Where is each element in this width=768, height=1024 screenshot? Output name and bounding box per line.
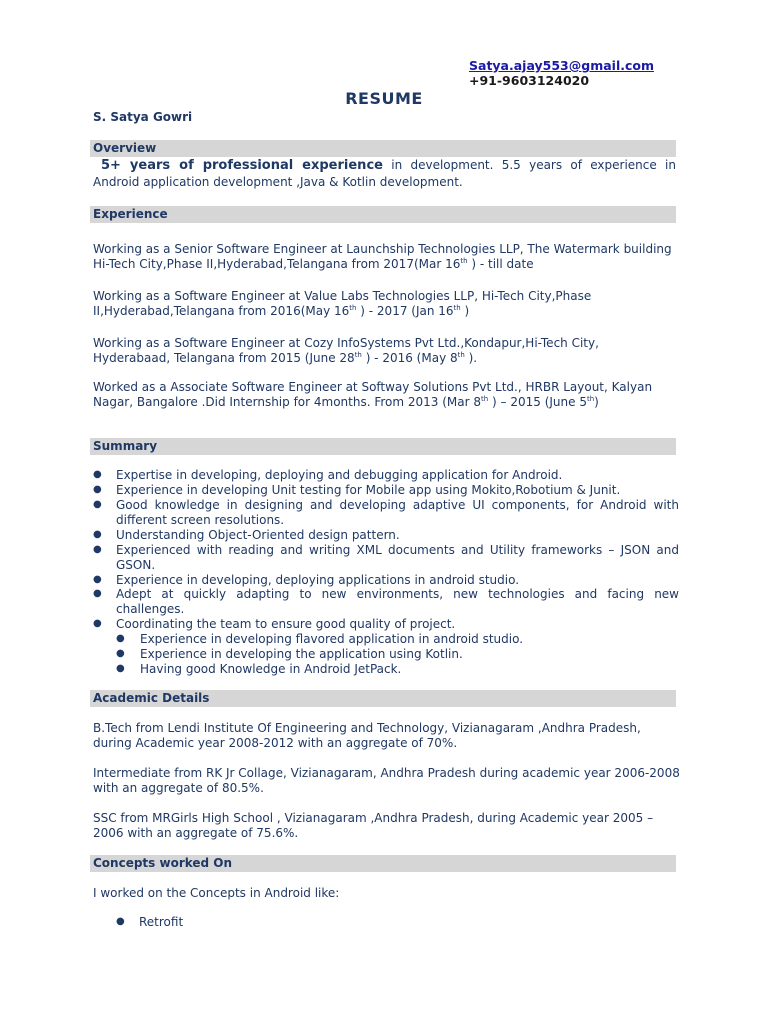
candidate-name: S. Satya Gowri: [93, 110, 193, 124]
experience-item: Working as a Software Engineer at Value Labs Technologies LLP, Hi-Tech City,Phase II,Hyderabad,Telangana from 2016(May 16th ) - 2017 (Jan 16th ): [93, 289, 592, 318]
experience-item: Working as a Software Engineer at Cozy InfoSystems Pvt Ltd.,Kondapur,Hi-Tech City, Hyderabaad, Telangana from 2015 (June 28th ) - 2016 (May 8th ).: [93, 336, 599, 365]
page-title: RESUME: [345, 89, 423, 108]
academic-item: SSC from MRGirls High School , Vizianagaram ,Andhra Pradesh, during Academic year 2005 – 2006 with an aggregate of 75.6%.: [93, 811, 654, 840]
experience-item: Worked as a Associate Software Engineer at Softway Solutions Pvt Ltd., HRBR Layout, Kalyan Nagar, Bangalore .Did Internship for 4months. From 2013 (Mar 8th ) – 2015 (June 5th): [93, 380, 653, 409]
experience-item: Working as a Senior Software Engineer at Launchship Technologies LLP, The Watermark building Hi-Tech City,Phase II,Hyderabad,Telangana from 2017(Mar 16th ) - till date: [93, 242, 672, 271]
academic-item: Intermediate from RK Jr Collage, Vizianagaram, Andhra Pradesh during academic year 2006-2008 with an aggregate of 80.5%.: [93, 766, 680, 795]
bullet-icon: ●: [116, 633, 125, 644]
contact-block: [469, 58, 654, 88]
bullet-icon: ●: [116, 916, 125, 927]
bullet-icon: ●: [93, 529, 102, 540]
bullet-icon: ●: [93, 574, 102, 585]
resume-page: Satya.ajay553@gmail.com +91-9603124020 RESUME S. Satya Gowri Overview 5+ years of professional experience in development. 5.5 years of experience in Android application development ,Java & Kotlin development. Experience Working as a Senior Software Engineer at Launchship Technologies LLP, The Watermark building Hi-Tech City,Phase II,Hyderabad,Telangana from 2017(Mar 16th ) - till date Working as a Software Engineer at Value Labs Technologies LLP, Hi-Tech City,Phase II,Hyderabad,Telangana from 2016(May 16th ) - 2017 (Jan 16th ) Working as a Software Engineer at Cozy InfoSystems Pvt Ltd.,Kondapur,Hi-Tech City, Hyderabaad, Telangana from 2015 (June 28th ) - 2016 (May 8th ). Worked as a Associate Software Engineer at Softway Solutions Pvt Ltd., HRBR Layout, Kalyan Nagar, Bangalore .Did Internship for 4months. From 2013 (Mar 8th ) – 2015 (June 5th) Summary ● Expertise in developing, deploying and debugging application for Android. ● Experience in developing Unit testing for Mobile app using Mokito,Robotium & Junit. ● Good knowledge in designing and developing adaptive UI components, for Android with different screen resolutions. ● Understanding Object-Oriented design pattern. ● Experienced with reading and writing XML documents and Utility frameworks – JSON and GSON. ● Experience in developing, deploying applications in android studio. ● Adept at quickly adapting to new environments, new technologies and facing new challenges. ● Coordinating the team to ensure good quality of project. ● Experience in developing flavored application in android studio. ● Experience in developing the application using Kotlin. ● Having good Knowledge in Android JetPack. Academic Details B.Tech from Lendi Institute Of Engineering and Technology, Vizianagaram ,Andhra Pradesh, during Academic year 2008-2012 with an aggregate of 70%. Intermediate from RK Jr Collage, Vizianagaram, Andhra Pradesh during academic year 2006-2008 with an aggregate of 80.5%. SSC from MRGirls High School , Vizianagaram ,Andhra Pradesh, during Academic year 2005 – 2006 with an aggregate of 75.6%. Concepts worked On I worked on the Concepts in Android like: ● Retrofit: [0, 0, 768, 1024]
overview-heading: Overview: [90, 140, 676, 157]
email-link[interactable]: Satya.ajay553@gmail.com: [469, 58, 655, 73]
phone-number: +91-9603124020: [469, 73, 590, 88]
bullet-icon: ●: [93, 469, 102, 480]
concepts-heading: Concepts worked On: [90, 855, 676, 872]
bullet-icon: ●: [93, 499, 102, 510]
summary-heading: Summary: [90, 438, 676, 455]
bullet-icon: ●: [93, 484, 102, 495]
concepts-intro: I worked on the Concepts in Android like:: [93, 886, 340, 900]
overview-rest: in development. 5.5 years of experience in Android application development ,Java & Kotlin development.: [93, 158, 676, 189]
academic-heading: Academic Details: [90, 690, 676, 707]
bullet-icon: ●: [93, 588, 102, 599]
experience-heading: Experience: [90, 206, 676, 223]
overview-text: [93, 157, 676, 191]
bullet-icon: ●: [116, 663, 125, 674]
overview-lead: 5+ years of professional experience: [101, 158, 383, 173]
bullet-icon: ●: [93, 544, 102, 555]
bullet-icon: ●: [116, 648, 125, 659]
academic-item: B.Tech from Lendi Institute Of Engineering and Technology, Vizianagaram ,Andhra Pradesh, during Academic year 2008-2012 with an aggregate of 70%.: [93, 721, 641, 750]
bullet-icon: ●: [93, 618, 102, 629]
